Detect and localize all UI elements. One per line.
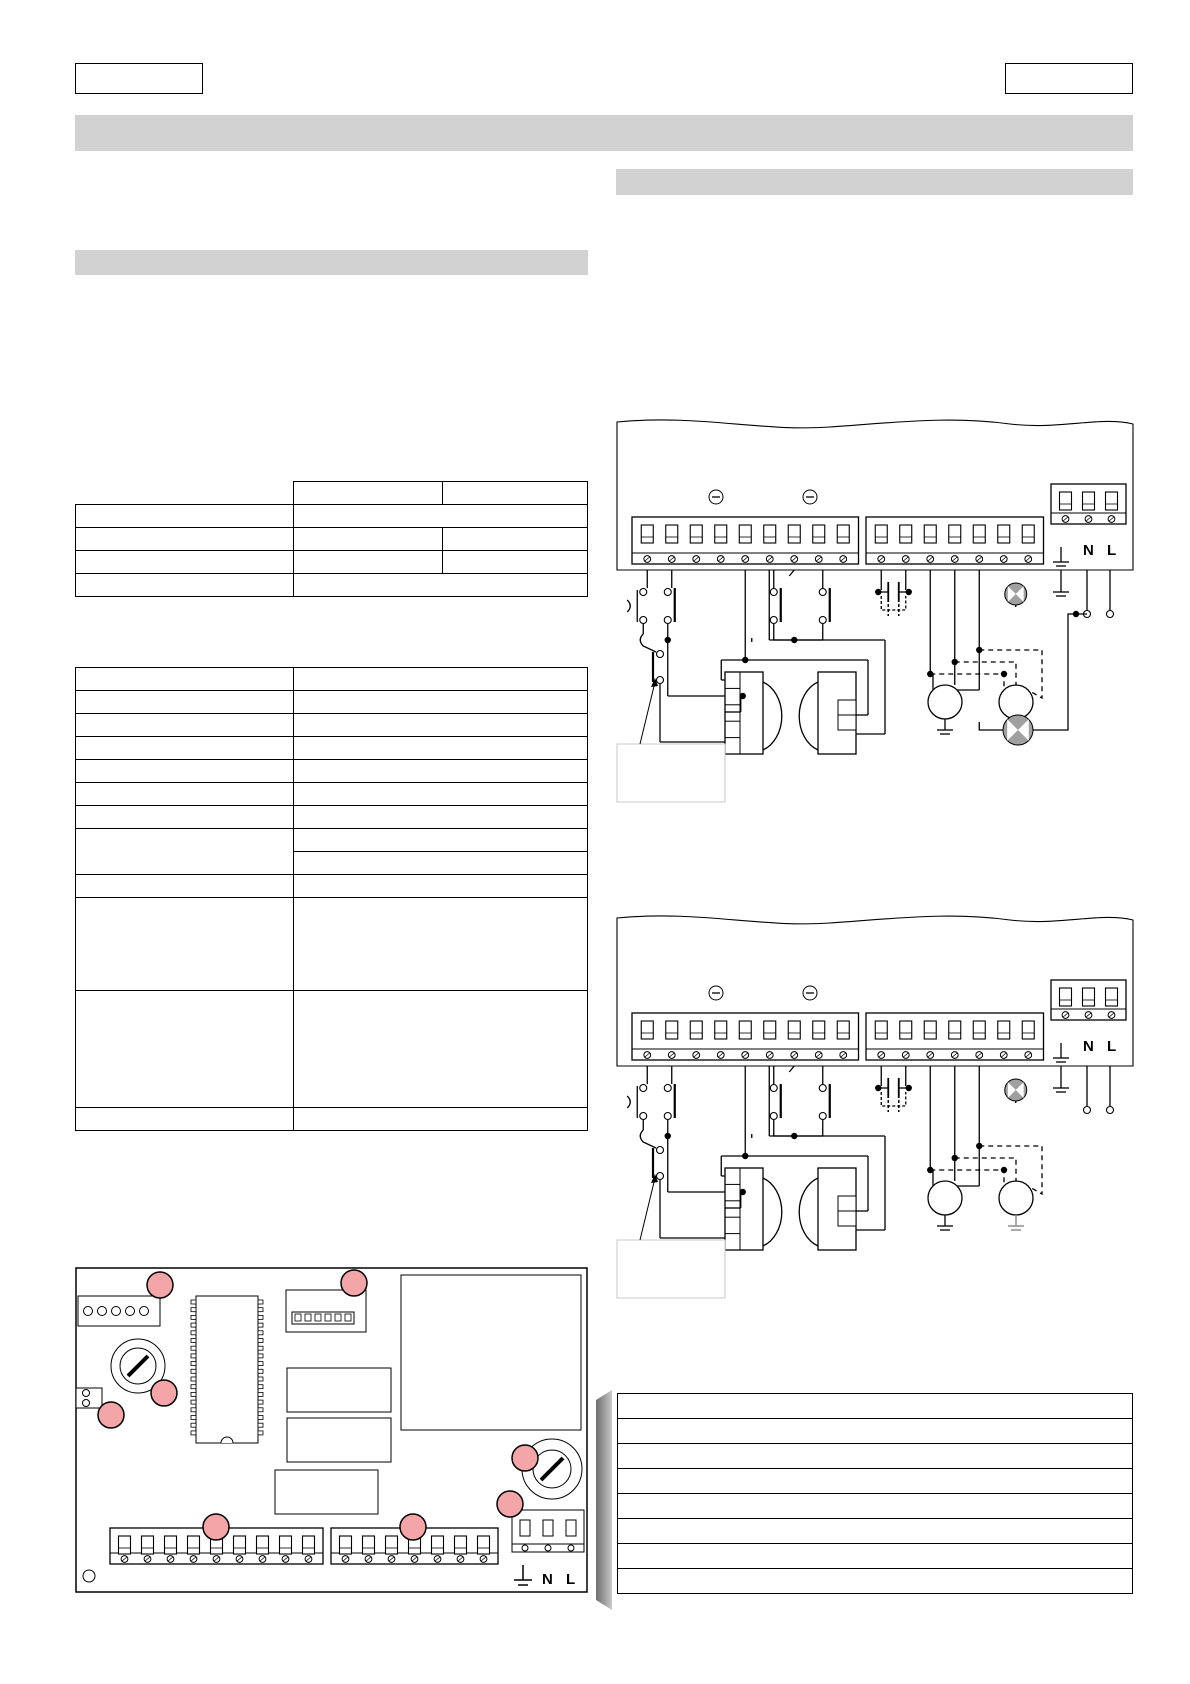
wiring-schematic-2: [617, 916, 1133, 1298]
terminal-slot: [764, 525, 776, 543]
wire-stub: [789, 570, 794, 576]
motor-symbol: [928, 1181, 962, 1215]
terminal-slot: [739, 525, 751, 543]
terminal-slot: [998, 525, 1010, 543]
junction-dot: [1001, 1167, 1007, 1173]
transformer-area: [401, 1275, 581, 1430]
terminal-slot: [690, 1021, 702, 1039]
power-terminal: [1051, 484, 1126, 524]
dip-lever: [335, 1314, 341, 1321]
motor-symbol: [999, 1181, 1033, 1215]
board-neutral-label: N: [542, 1571, 553, 1588]
photocell-receiver: [725, 1168, 763, 1250]
contact-terminal: [1107, 611, 1114, 618]
terminal-slot: [949, 1021, 961, 1039]
ic-pin: [258, 1339, 263, 1343]
safety-contact-1: [770, 588, 781, 624]
schematic2-live-label: L: [1107, 1038, 1117, 1055]
board-power-terminal: [512, 1510, 584, 1588]
terminal-slot: [1106, 492, 1118, 510]
terminal-slot: [666, 525, 678, 543]
ic-pin: [191, 1369, 196, 1373]
ic-pin: [258, 1362, 263, 1366]
ic-pin: [191, 1331, 196, 1335]
safety-contact-2: [819, 588, 830, 624]
terminal-slot: [837, 525, 849, 543]
ic-pin: [258, 1369, 263, 1373]
terminal-slot: [998, 1021, 1010, 1039]
contact-terminal: [770, 1085, 777, 1092]
ic-pin: [191, 1339, 196, 1343]
junction-dot: [1001, 671, 1007, 677]
wire-bend: [640, 634, 656, 652]
ic-pin: [258, 1400, 263, 1404]
contact-terminal: [819, 617, 826, 624]
terminal-slot: [900, 1021, 912, 1039]
contact-terminal: [819, 1085, 826, 1092]
terminal-slot: [234, 1536, 246, 1554]
terminal-slot: [1022, 525, 1034, 543]
board-live-label: L: [566, 1571, 576, 1588]
contact-terminal: [640, 1085, 647, 1092]
courtesy-lamp: [1005, 1079, 1027, 1101]
wiring-schematic-1: [617, 420, 1133, 802]
terminal-slot: [715, 525, 727, 543]
terminal-block-9way: [632, 1013, 859, 1060]
ic-pin: [258, 1346, 263, 1350]
ic-pin: [191, 1416, 196, 1420]
ic-pin: [191, 1408, 196, 1412]
terminal-slot: [764, 1021, 776, 1039]
relay-1: [287, 1368, 391, 1412]
transmitter-lens: [799, 1178, 818, 1246]
contact-terminal: [657, 1173, 664, 1180]
terminal-slot: [666, 1021, 678, 1039]
terminal-slot: [257, 1536, 269, 1554]
lamp-wire-a: [979, 722, 1003, 730]
ic-pin: [258, 1308, 263, 1312]
ic-pin: [191, 1423, 196, 1427]
ic-pin: [191, 1323, 196, 1327]
terminal-slot: [165, 1536, 177, 1554]
ic-pin: [191, 1308, 196, 1312]
contact-terminal: [770, 1113, 777, 1120]
ic-pin: [191, 1354, 196, 1358]
photocell-receiver: [725, 672, 763, 754]
ic-pin: [258, 1377, 263, 1381]
ic-pin: [191, 1385, 196, 1389]
contact-terminal: [640, 1113, 647, 1120]
terminal-slot: [142, 1536, 154, 1554]
top-left-connector: [78, 1296, 160, 1326]
power-terminal: [1051, 980, 1126, 1020]
ic-pin: [258, 1385, 263, 1389]
terminal-slot: [973, 525, 985, 543]
terminal-slot: [340, 1536, 352, 1554]
capacitor-optional: [881, 596, 906, 610]
ic-pin: [258, 1408, 263, 1412]
push-button-close: [664, 588, 675, 624]
terminal-slot: [739, 1021, 751, 1039]
receiver-lens: [763, 682, 782, 750]
terminal-slot: [788, 1021, 800, 1039]
terminal-slot: [813, 525, 825, 543]
ic-pin: [258, 1354, 263, 1358]
control-board: [76, 1268, 587, 1592]
terminal-slot: [875, 525, 887, 543]
ic-pin: [258, 1300, 263, 1304]
contact-terminal: [664, 617, 671, 624]
contact-terminal: [1107, 1107, 1114, 1114]
schematic2-neutral-label: N: [1083, 1038, 1094, 1055]
lamp-wire-b: [1033, 614, 1087, 730]
dip-lever: [315, 1314, 321, 1321]
terminal-block-7way: [866, 517, 1044, 564]
terminal-slot: [641, 1021, 653, 1039]
jumper-left: [76, 1388, 102, 1408]
terminal-block-9way: [632, 517, 859, 564]
terminal-slot: [973, 1021, 985, 1039]
marker-5: [512, 1445, 538, 1471]
terminal-slot: [432, 1536, 444, 1554]
capacitor-optional: [881, 1092, 906, 1106]
schematic1-neutral-label: N: [1083, 542, 1094, 559]
terminal-slot: [188, 1536, 200, 1554]
wire-stub: [789, 1066, 794, 1072]
dip-lever: [305, 1314, 311, 1321]
relay-2: [287, 1418, 391, 1462]
ic-pin: [258, 1431, 263, 1435]
terminal-slot: [949, 525, 961, 543]
ic-pin: [191, 1392, 196, 1396]
junction-dot: [1073, 611, 1079, 617]
terminal-slot: [386, 1536, 398, 1554]
marker-7: [203, 1514, 229, 1540]
schematic1-live-label: L: [1107, 542, 1117, 559]
terminal-slot: [813, 1021, 825, 1039]
transmitter-lens: [799, 682, 818, 750]
ic-pin: [191, 1377, 196, 1381]
contact-terminal: [664, 1113, 671, 1120]
ic-pin: [191, 1400, 196, 1404]
push-button-close: [664, 1084, 675, 1120]
marker-6: [497, 1491, 523, 1517]
terminal-slot: [690, 525, 702, 543]
terminal-slot: [1060, 492, 1072, 510]
terminal-slot: [119, 1536, 131, 1554]
callout-box: [617, 744, 725, 802]
contact-terminal: [664, 1085, 671, 1092]
ic-pin: [191, 1315, 196, 1319]
terminal-slot: [875, 1021, 887, 1039]
ic-pin: [191, 1300, 196, 1304]
ic-pin: [258, 1323, 263, 1327]
push-button-open: [627, 589, 647, 624]
ic-pin: [258, 1331, 263, 1335]
ic-pin: [258, 1423, 263, 1427]
safety-contact-2: [819, 1084, 830, 1120]
terminal-slot: [280, 1536, 292, 1554]
button-actuator: [627, 600, 630, 612]
marker-8: [400, 1514, 426, 1540]
contact-terminal: [819, 1113, 826, 1120]
ic-pin: [191, 1431, 196, 1435]
terminal-slot: [837, 1021, 849, 1039]
relay-3: [275, 1470, 378, 1514]
contact-terminal: [819, 589, 826, 596]
wire: [640, 682, 655, 744]
ic-pin: [258, 1416, 263, 1420]
contact-terminal: [770, 617, 777, 624]
terminal-slot: [363, 1536, 375, 1554]
dip-lever: [295, 1314, 301, 1321]
marker-3: [151, 1380, 177, 1406]
terminal-slot: [478, 1536, 490, 1554]
safety-contact-1: [770, 1084, 781, 1120]
ic-chip: [191, 1296, 263, 1443]
push-button-open: [627, 1085, 647, 1120]
receiver-lens: [763, 1178, 782, 1246]
courtesy-lamp: [1005, 583, 1027, 605]
terminal-slot: [715, 1021, 727, 1039]
ic-pin: [191, 1362, 196, 1366]
dip-lever: [325, 1314, 331, 1321]
terminal-block-7way: [866, 1013, 1044, 1060]
marker-2: [341, 1270, 367, 1296]
wire-bend: [640, 1130, 656, 1148]
contact-terminal: [657, 651, 664, 658]
motor-1: [928, 1181, 962, 1230]
terminal-slot: [924, 1021, 936, 1039]
wire: [640, 1178, 655, 1240]
callout-box: [617, 1240, 725, 1298]
terminal-slot: [303, 1536, 315, 1554]
terminal-slot: [1083, 988, 1095, 1006]
terminal-slot: [1022, 1021, 1034, 1039]
contact-terminal: [640, 617, 647, 624]
dip-lever: [345, 1314, 351, 1321]
terminal-slot: [455, 1536, 467, 1554]
flashing-lamp: [1003, 715, 1033, 745]
motor-symbol: [999, 685, 1033, 719]
ic-pin: [258, 1392, 263, 1396]
terminal-slot: [900, 525, 912, 543]
button-actuator: [627, 1096, 630, 1108]
pointer-arrow: [596, 1390, 612, 1610]
contact-terminal: [657, 1147, 664, 1154]
terminal-slot: [1060, 988, 1072, 1006]
marker-1: [147, 1272, 173, 1298]
contact-terminal: [640, 589, 647, 596]
contact-terminal: [657, 677, 664, 684]
terminal-slot: [1106, 988, 1118, 1006]
motor-symbol: [928, 685, 962, 719]
marker-4: [98, 1402, 124, 1428]
contact-terminal: [664, 589, 671, 596]
ic-pin: [191, 1346, 196, 1350]
mounting-hole: [83, 1570, 95, 1582]
terminal-slot: [1083, 492, 1095, 510]
terminal-slot: [788, 525, 800, 543]
ic-pin: [258, 1315, 263, 1319]
contact-terminal: [770, 589, 777, 596]
motor-2: [999, 1181, 1033, 1230]
motor-1: [928, 685, 962, 734]
terminal-slot: [641, 525, 653, 543]
contact-terminal: [1084, 1107, 1091, 1114]
terminal-slot: [924, 525, 936, 543]
